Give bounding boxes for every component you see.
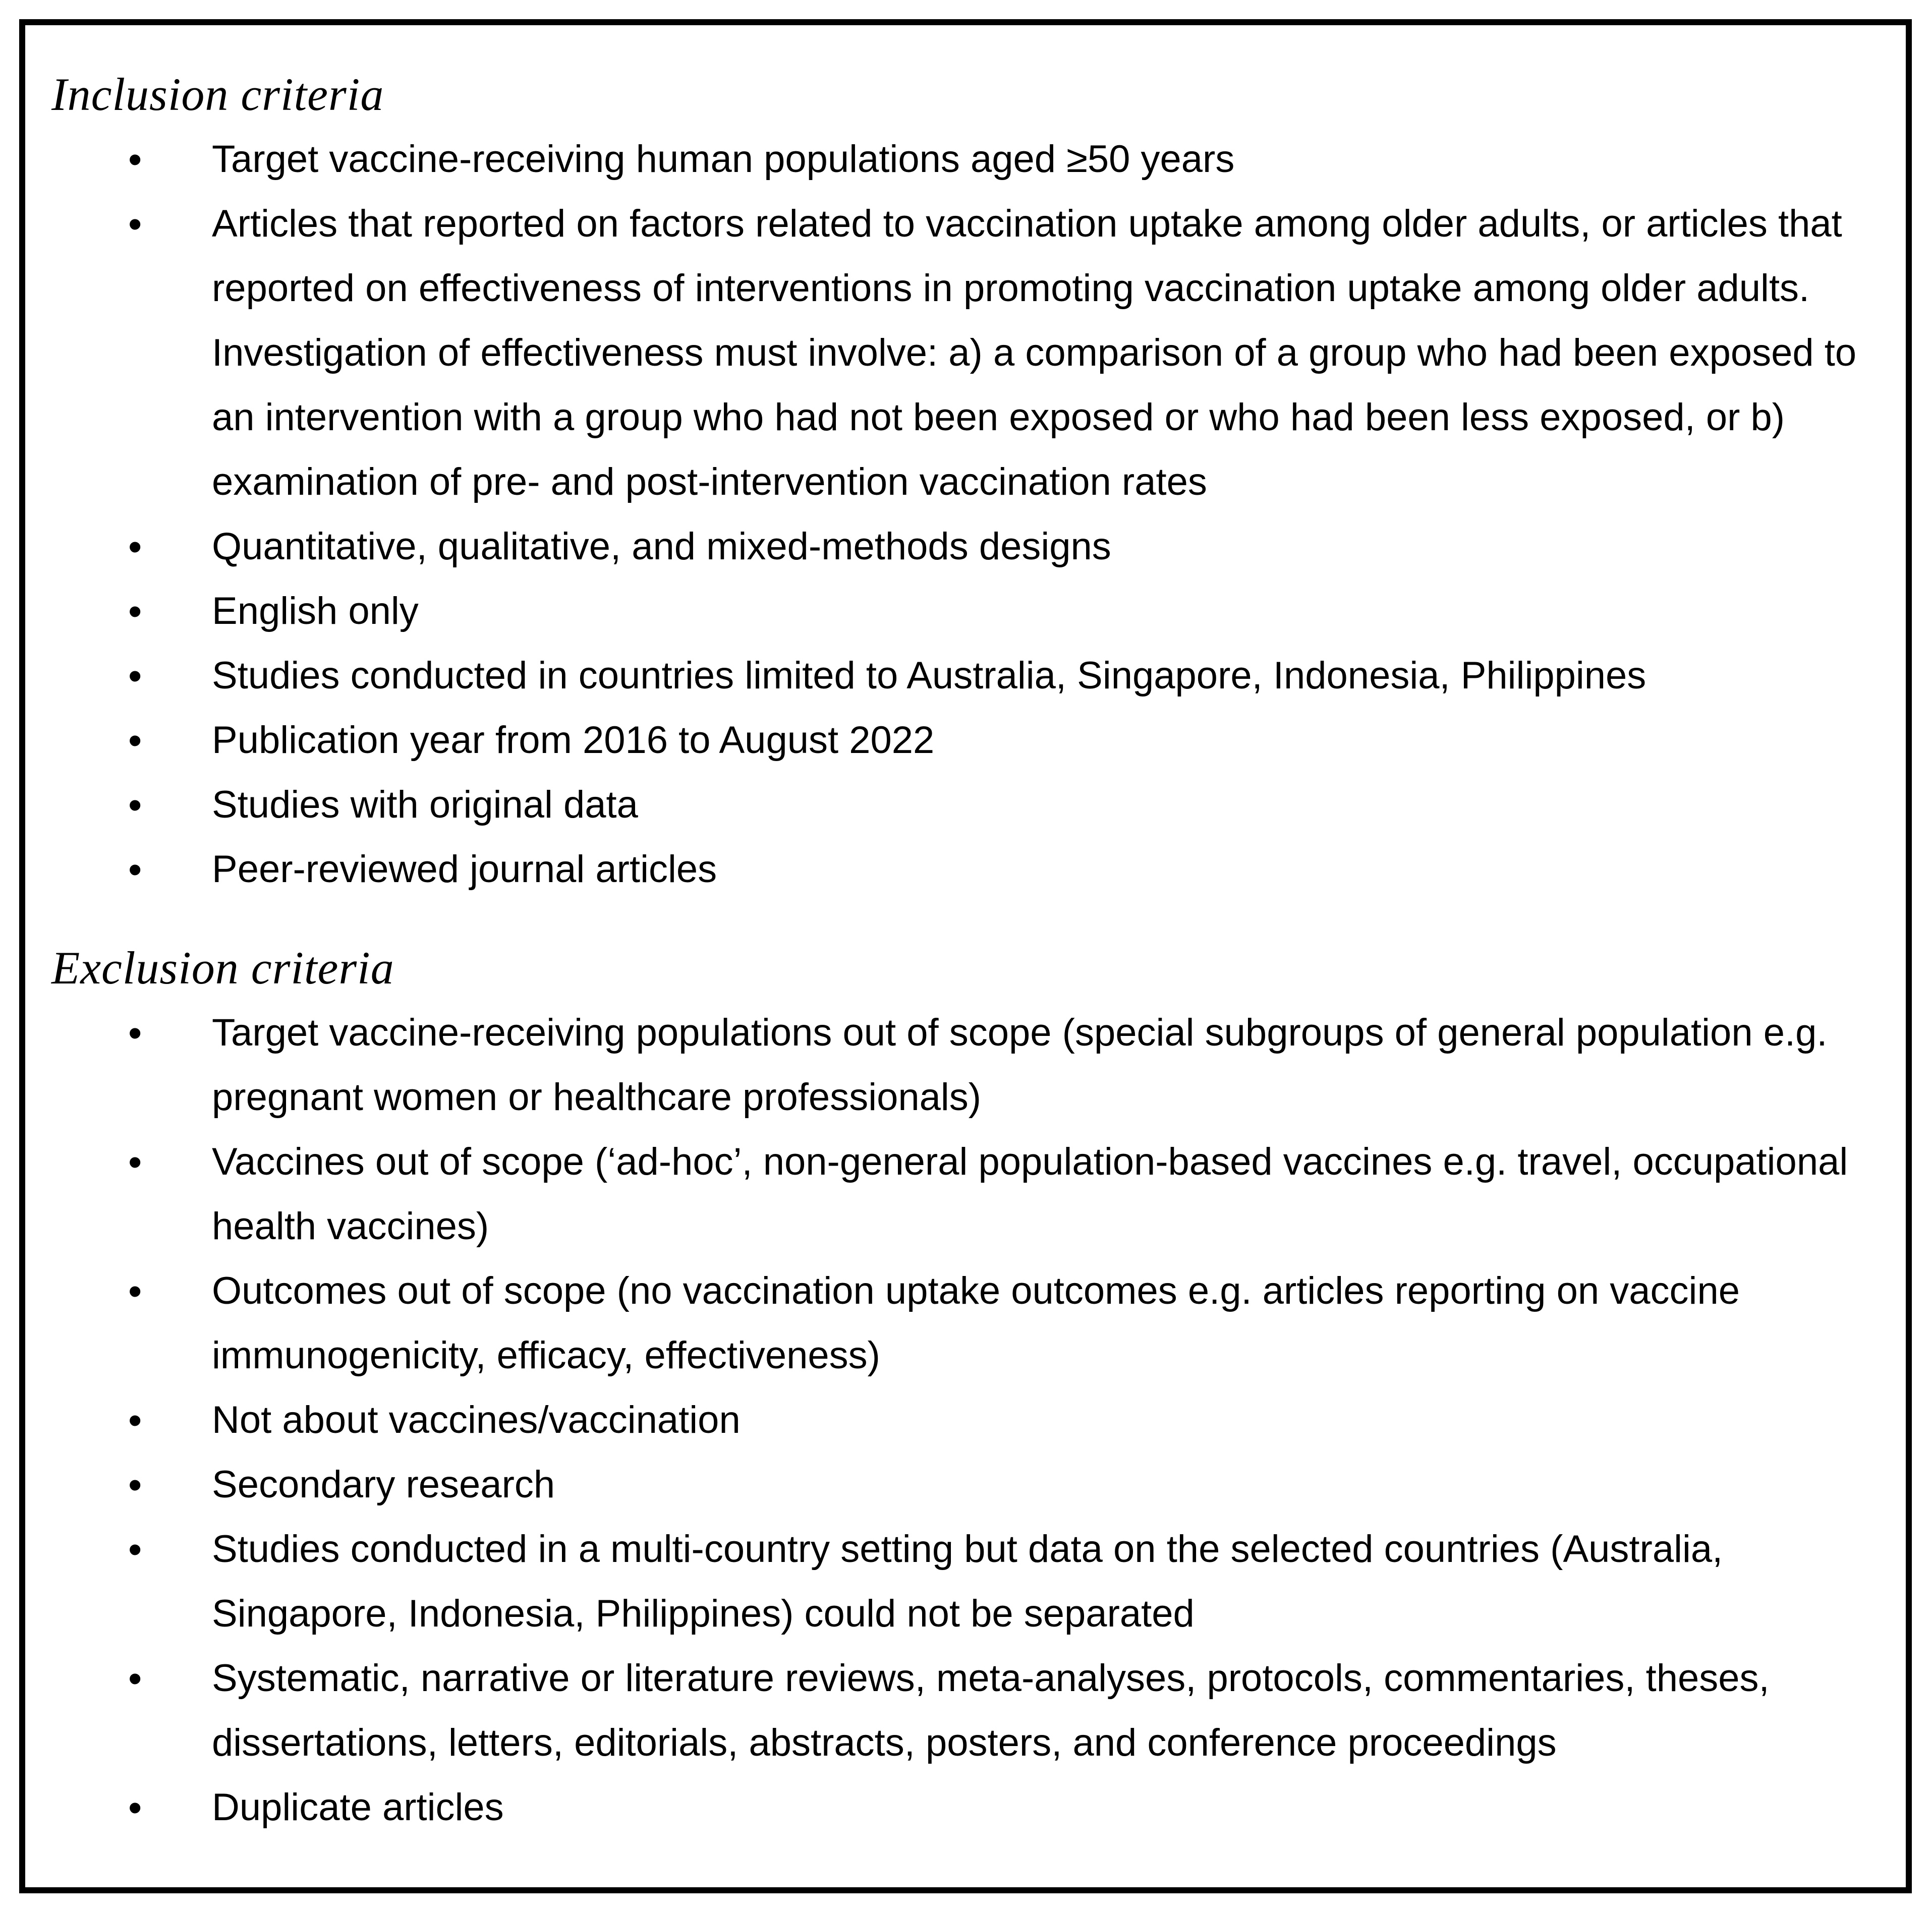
bullet-icon: • (128, 1656, 142, 1701)
list-item (51, 1388, 1876, 1453)
list-item (51, 1001, 1876, 1130)
list-item (51, 1517, 1876, 1646)
list-item-text: Peer-reviewed journal articles (212, 848, 717, 891)
bullet-icon: • (128, 1527, 142, 1572)
bullet-icon: • (128, 1463, 142, 1507)
list-item-text: Secondary research (212, 1463, 555, 1506)
list-item (51, 773, 1876, 837)
inclusion-heading: Inclusion criteria (51, 69, 384, 120)
bullet-icon: • (128, 1785, 142, 1830)
list-item (51, 1453, 1876, 1517)
bullet-icon: • (128, 525, 142, 569)
list-item (51, 644, 1876, 708)
list-item-text: Studies conducted in a multi-country setting but data on the selected countries (Australia, Singapore, Indonesia, Philippines) could not be separated (212, 1528, 1723, 1635)
bullet-icon: • (128, 1398, 142, 1442)
list-item-text: Vaccines out of scope (‘ad-hoc’, non-general population-based vaccines e.g. travel, occupational health vaccines) (212, 1140, 1848, 1248)
bullet-icon: • (128, 589, 142, 633)
bullet-icon: • (128, 718, 142, 763)
bullet-icon: • (128, 1140, 142, 1184)
list-item-text: Not about vaccines/vaccination (212, 1399, 741, 1441)
list-item-text: Publication year from 2016 to August 2022 (212, 719, 935, 762)
list-item-text: Target vaccine-receiving human populations aged ≥50 years (212, 138, 1235, 181)
list-item-text: English only (212, 590, 419, 632)
exclusion-section (51, 935, 1877, 1840)
bullet-icon: • (128, 654, 142, 698)
bullet-icon: • (128, 783, 142, 827)
list-item (51, 1259, 1876, 1388)
list-item-text: Target vaccine-receiving populations out of scope (special subgroups of general population e.g. pregnant women or healthcare professionals) (212, 1011, 1828, 1119)
list-item-text: Articles that reported on factors related to vaccination uptake among older adults, or articles that reported on effectiveness of interventions in promoting vaccination uptake among older adults. Investigation of effectiveness must involve: a) a comparison of a group who had been exposed to an intervention with a group who had not been exposed or who had been less exposed, or b) examination of pre- and post-intervention vaccination rates (212, 202, 1857, 503)
bullet-icon: • (128, 202, 142, 246)
list-item (51, 708, 1876, 773)
list-item-text: Outcomes out of scope (no vaccination uptake outcomes e.g. articles reporting on vaccine immunogenicity, efficacy, effectiveness) (212, 1269, 1740, 1377)
list-item-text: Studies conducted in countries limited to Australia, Singapore, Indonesia, Philippines (212, 654, 1646, 697)
list-item (51, 837, 1876, 902)
bullet-icon: • (128, 137, 142, 182)
bullet-icon: • (128, 847, 142, 892)
exclusion-heading: Exclusion criteria (51, 942, 394, 994)
list-item (51, 579, 1876, 644)
bullet-icon: • (128, 1011, 142, 1055)
list-item (51, 127, 1876, 192)
inclusion-section (51, 62, 1877, 902)
exclusion-list (51, 1001, 1877, 1840)
list-item (51, 1130, 1876, 1259)
list-item (51, 514, 1876, 579)
bullet-icon: • (128, 1269, 142, 1313)
list-item (51, 192, 1876, 514)
list-item-text: Quantitative, qualitative, and mixed-methods designs (212, 525, 1111, 568)
list-item (51, 1646, 1876, 1775)
list-item-text: Studies with original data (212, 783, 638, 826)
criteria-box (19, 19, 1912, 1893)
inclusion-list (51, 127, 1877, 902)
list-item (51, 1775, 1876, 1840)
list-item-text: Systematic, narrative or literature reviews, meta-analyses, protocols, commentaries, theses, dissertations, letters, editorials, abstracts, posters, and conference proceedings (212, 1657, 1770, 1764)
list-item-text: Duplicate articles (212, 1786, 504, 1829)
